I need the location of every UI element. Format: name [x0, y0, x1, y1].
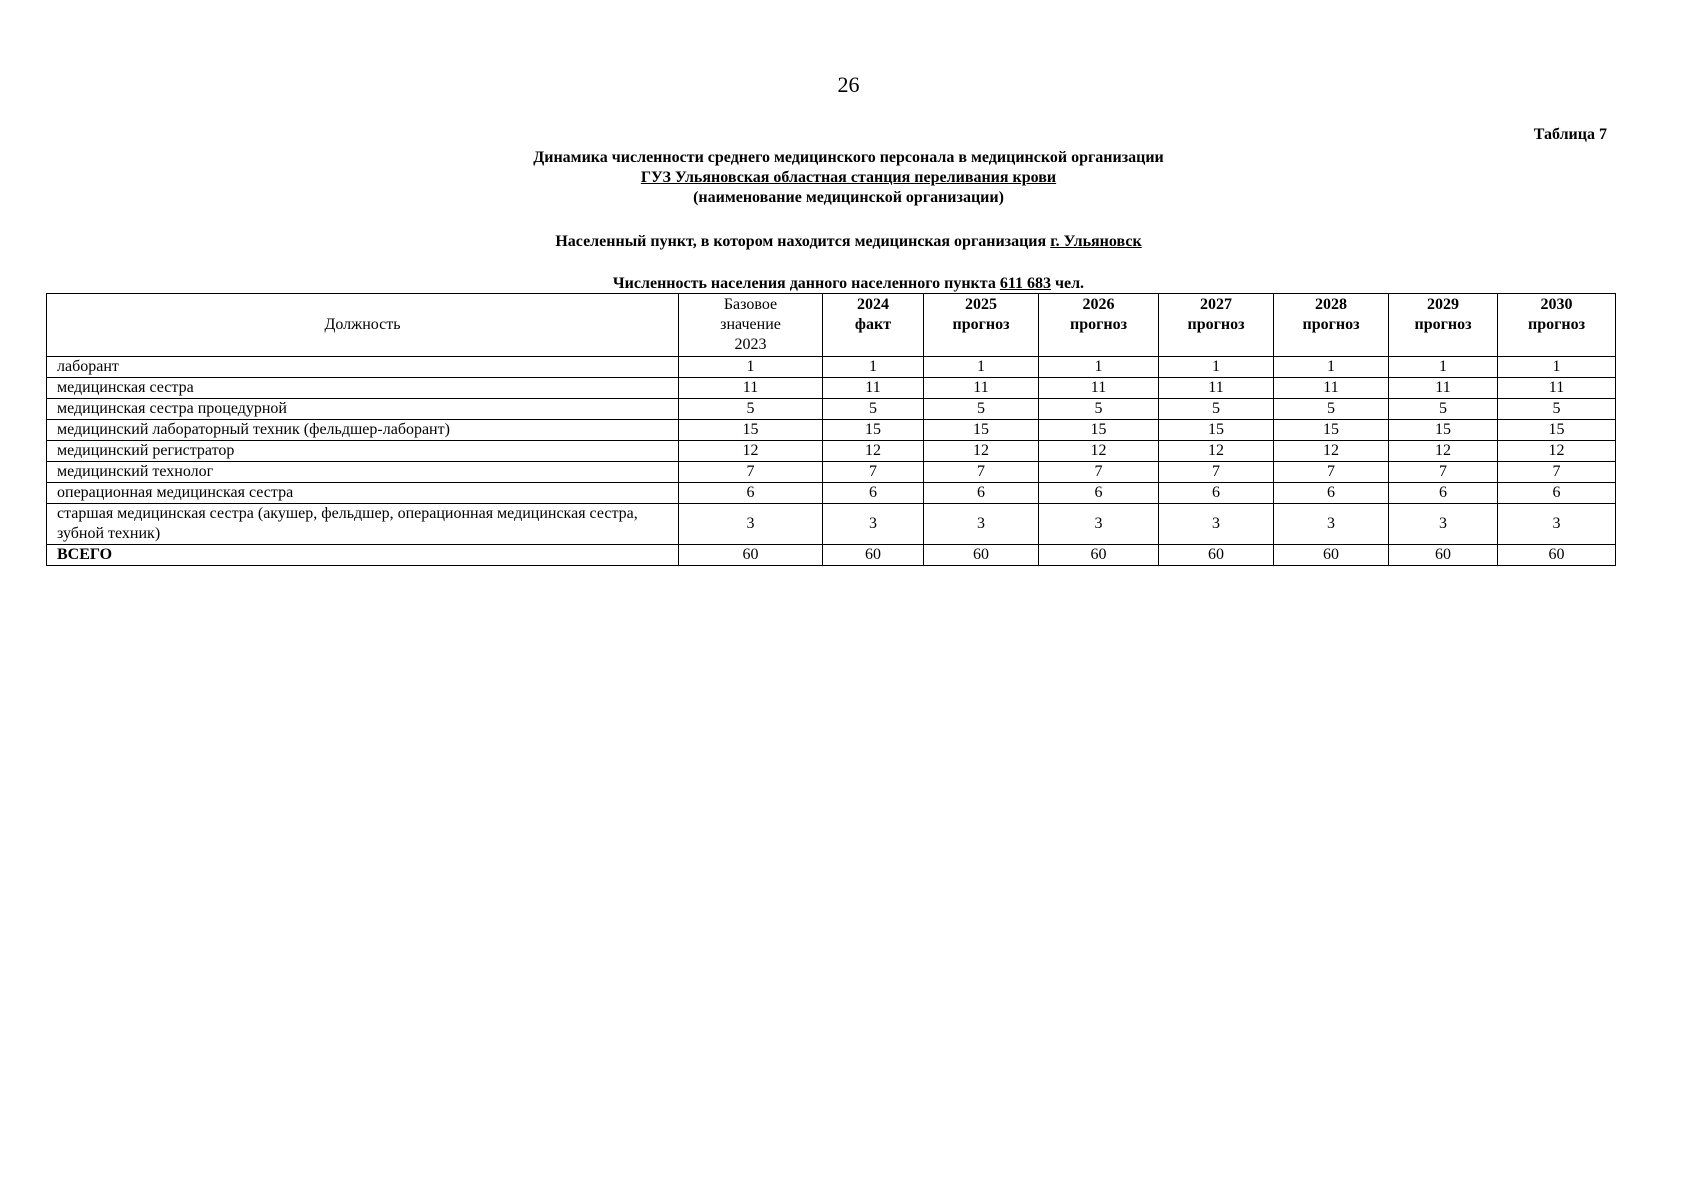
population-value: 611 683 — [999, 275, 1051, 292]
header-2029: 2029 прогноз — [1389, 294, 1498, 357]
total-2027: 60 — [1159, 545, 1274, 566]
cell-2030: 6 — [1498, 483, 1616, 504]
row-position: медицинский технолог — [47, 462, 679, 483]
cell-2025: 1 — [924, 357, 1039, 378]
cell-2030: 11 — [1498, 378, 1616, 399]
settlement-label: Населенный пункт, в котором находится медицинская организация — [555, 233, 1047, 250]
row-position: лаборант — [47, 357, 679, 378]
cell-2028: 12 — [1274, 441, 1389, 462]
cell-2029: 15 — [1389, 420, 1498, 441]
staff-dynamics-table — [46, 293, 1616, 566]
cell-2027: 7 — [1159, 462, 1274, 483]
cell-2030: 1 — [1498, 357, 1616, 378]
total-base-2023: 60 — [679, 545, 823, 566]
cell-base-2023: 11 — [679, 378, 823, 399]
header-2025: 2025 прогноз — [924, 294, 1039, 357]
table-row — [47, 483, 1616, 504]
cell-2024: 3 — [823, 504, 924, 545]
cell-2029: 6 — [1389, 483, 1498, 504]
total-2029: 60 — [1389, 545, 1498, 566]
header-2026: 2026 прогноз — [1039, 294, 1159, 357]
cell-2026: 3 — [1039, 504, 1159, 545]
cell-2029: 11 — [1389, 378, 1498, 399]
cell-2026: 1 — [1039, 357, 1159, 378]
cell-2024: 11 — [823, 378, 924, 399]
total-2028: 60 — [1274, 545, 1389, 566]
cell-base-2023: 6 — [679, 483, 823, 504]
cell-2027: 12 — [1159, 441, 1274, 462]
cell-2030: 12 — [1498, 441, 1616, 462]
table-label: Таблица 7 — [1533, 126, 1607, 143]
header-position: Должность — [47, 294, 679, 357]
cell-2028: 1 — [1274, 357, 1389, 378]
page-number: 26 — [837, 72, 860, 97]
header-2024: 2024 факт — [823, 294, 924, 357]
cell-2028: 5 — [1274, 399, 1389, 420]
cell-2029: 12 — [1389, 441, 1498, 462]
population-label: Численность населения данного населенного пункта — [612, 275, 996, 292]
cell-2026: 11 — [1039, 378, 1159, 399]
cell-2024: 15 — [823, 420, 924, 441]
cell-2028: 6 — [1274, 483, 1389, 504]
table-row — [47, 504, 1616, 545]
total-label: ВСЕГО — [47, 545, 679, 566]
cell-2028: 3 — [1274, 504, 1389, 545]
cell-2025: 5 — [924, 399, 1039, 420]
cell-2026: 6 — [1039, 483, 1159, 504]
cell-2026: 15 — [1039, 420, 1159, 441]
cell-2029: 5 — [1389, 399, 1498, 420]
total-2030: 60 — [1498, 545, 1616, 566]
cell-2026: 7 — [1039, 462, 1159, 483]
cell-2025: 11 — [924, 378, 1039, 399]
header-base-2023: Базовое значение 2023 — [679, 294, 823, 357]
cell-2025: 15 — [924, 420, 1039, 441]
cell-base-2023: 1 — [679, 357, 823, 378]
cell-base-2023: 15 — [679, 420, 823, 441]
cell-2024: 7 — [823, 462, 924, 483]
cell-2027: 5 — [1159, 399, 1274, 420]
table-row — [47, 441, 1616, 462]
row-position: медицинская сестра — [47, 378, 679, 399]
cell-2027: 3 — [1159, 504, 1274, 545]
total-2026: 60 — [1039, 545, 1159, 566]
header-2030: 2030 прогноз — [1498, 294, 1616, 357]
cell-2030: 7 — [1498, 462, 1616, 483]
cell-2024: 5 — [823, 399, 924, 420]
cell-2027: 1 — [1159, 357, 1274, 378]
heading-block — [0, 148, 1697, 208]
total-2025: 60 — [924, 545, 1039, 566]
cell-2028: 11 — [1274, 378, 1389, 399]
cell-2025: 3 — [924, 504, 1039, 545]
table-row — [47, 399, 1616, 420]
cell-2026: 5 — [1039, 399, 1159, 420]
cell-2029: 7 — [1389, 462, 1498, 483]
cell-base-2023: 5 — [679, 399, 823, 420]
cell-base-2023: 12 — [679, 441, 823, 462]
cell-2028: 15 — [1274, 420, 1389, 441]
header-2027: 2027 прогноз — [1159, 294, 1274, 357]
cell-2030: 15 — [1498, 420, 1616, 441]
table-title: Динамика численности среднего медицинского персонала в медицинской организации — [533, 149, 1164, 166]
population-unit: чел. — [1054, 275, 1085, 292]
cell-2025: 12 — [924, 441, 1039, 462]
population-line — [0, 275, 1697, 293]
table-header-row — [47, 294, 1616, 357]
organization-name: ГУЗ Ульяновская областная станция переливания крови — [640, 169, 1057, 186]
cell-2025: 6 — [924, 483, 1039, 504]
cell-2026: 12 — [1039, 441, 1159, 462]
table-row — [47, 378, 1616, 399]
table-total-row — [47, 545, 1616, 566]
cell-2024: 12 — [823, 441, 924, 462]
table-row — [47, 420, 1616, 441]
settlement-line — [0, 233, 1697, 251]
row-position: медицинский регистратор — [47, 441, 679, 462]
cell-2030: 5 — [1498, 399, 1616, 420]
cell-2028: 7 — [1274, 462, 1389, 483]
cell-base-2023: 7 — [679, 462, 823, 483]
table-row — [47, 357, 1616, 378]
row-position: операционная медицинская сестра — [47, 483, 679, 504]
cell-2027: 11 — [1159, 378, 1274, 399]
row-position: старшая медицинская сестра (акушер, фельдшер, операционная медицинская сестра, зубной техник) — [47, 504, 679, 545]
cell-2025: 7 — [924, 462, 1039, 483]
row-position: медицинский лабораторный техник (фельдшер-лаборант) — [47, 420, 679, 441]
organization-note: (наименование медицинской организации) — [693, 189, 1004, 206]
cell-2024: 1 — [823, 357, 924, 378]
cell-base-2023: 3 — [679, 504, 823, 545]
settlement-value: г. Ульяновск — [1050, 233, 1142, 250]
total-2024: 60 — [823, 545, 924, 566]
cell-2027: 15 — [1159, 420, 1274, 441]
row-position: медицинская сестра процедурной — [47, 399, 679, 420]
cell-2030: 3 — [1498, 504, 1616, 545]
cell-2024: 6 — [823, 483, 924, 504]
cell-2029: 3 — [1389, 504, 1498, 545]
header-2028: 2028 прогноз — [1274, 294, 1389, 357]
cell-2027: 6 — [1159, 483, 1274, 504]
cell-2029: 1 — [1389, 357, 1498, 378]
table-row — [47, 462, 1616, 483]
